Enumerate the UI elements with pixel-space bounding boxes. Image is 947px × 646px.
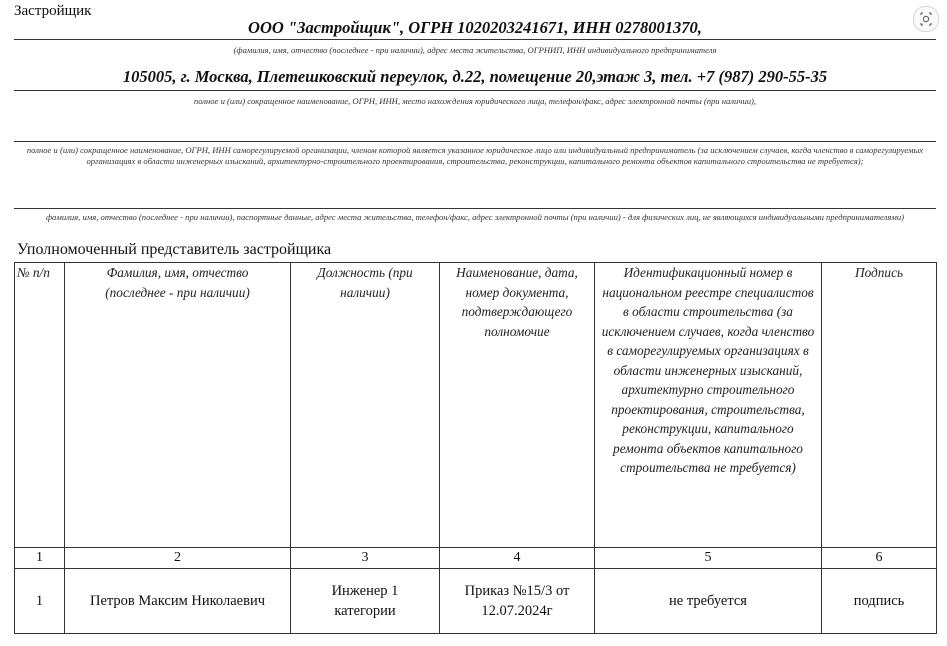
- col-header-number: № п/п: [15, 263, 65, 548]
- section-title: Уполномоченный представитель застройщика: [17, 241, 332, 258]
- column-number: 2: [65, 548, 291, 569]
- caption-legal-entity: полное и (или) сокращенное наименование, ОГРН, ИНН, место нахождения юридического лица, телефон/факс, адрес электронной почты (при наличии),: [193, 96, 757, 106]
- representative-position: Инженер 1 категории: [291, 569, 440, 634]
- column-number: 5: [595, 548, 822, 569]
- caption-physical-person: фамилия, имя, отчество (последнее - при наличии), паспортные данные, адрес места жительства, телефон/факс, адрес электронной почты (при наличии) - для физических лиц, не являющихся индивидуальными предпринимателями): [45, 212, 905, 222]
- registry-id: не требуется: [595, 569, 822, 634]
- caption-individual: (фамилия, имя, отчество (последнее - при наличии), адрес места жительства, ОГРНИП, ИНН индивидуального предпринимателя: [233, 45, 717, 55]
- table-row: [15, 569, 937, 634]
- col-header-registry-id: Идентификационный номер в национальном реестре специалистов в области строительства (за исключением случаев, когда членство в саморегулируемых организациях в области инженерных изысканий, архитектурно строительного проектирования, строительства, реконструкции, капитального ремонта объектов капитального строительства не требуется): [595, 263, 822, 548]
- person-underline: [14, 208, 936, 209]
- column-numbers-row: [15, 548, 937, 569]
- developer-label: Застройщик: [14, 3, 92, 19]
- column-number: 1: [15, 548, 65, 569]
- col-header-position: Должность (при наличии): [291, 263, 440, 548]
- signature: подпись: [822, 569, 937, 634]
- address-underline: [14, 90, 936, 91]
- camera-icon-glyph: [914, 7, 938, 31]
- col-header-full-name: Фамилия, имя, отчество (последнее - при наличии): [65, 263, 291, 548]
- table-header-row: [15, 263, 937, 548]
- org-underline: [14, 39, 936, 40]
- developer-address-line: 105005, г. Москва, Плетешковский переулок, д.22, помещение 20,этаж 3, тел. +7 (987) 290-55-35: [122, 67, 828, 86]
- row-number: 1: [15, 569, 65, 634]
- sro-underline: [14, 141, 936, 142]
- authority-document: Приказ №15/3 от 12.07.2024г: [440, 569, 595, 634]
- col-header-authority-document: Наименование, дата, номер документа, подтверждающего полномочие: [440, 263, 595, 548]
- camera-icon[interactable]: [913, 6, 939, 32]
- column-number: 6: [822, 548, 937, 569]
- column-number: 4: [440, 548, 595, 569]
- col-header-signature: Подпись: [822, 263, 937, 548]
- representatives-table: [14, 262, 937, 634]
- developer-org-line: ООО "Застройщик", ОГРН 1020203241671, ИНН 0278001370,: [248, 18, 702, 37]
- column-number: 3: [291, 548, 440, 569]
- representative-name: Петров Максим Николаевич: [65, 569, 291, 634]
- caption-sro: полное и (или) сокращенное наименование, ОГРН, ИНН саморегулируемой организации, членом которой является указанное юридическое лицо или индивидуальный предприниматель (за исключением случаев, когда членство в саморегулируемых организациях в области инженерных изысканий, архитектурно-строительного проектирования, строительства, реконструкции, капитального ремонта объектов капитального строительства не требуется);: [26, 145, 924, 166]
